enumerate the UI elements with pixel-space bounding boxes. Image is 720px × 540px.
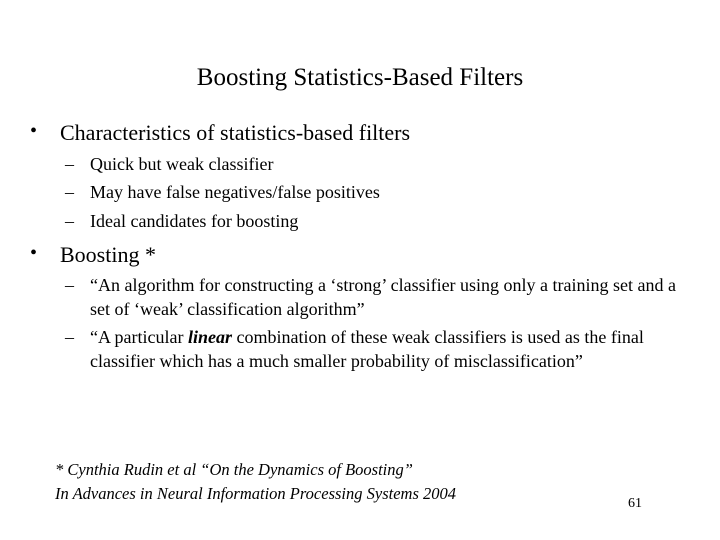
sub-bullet: May have false negatives/false positives bbox=[90, 182, 380, 202]
sub-bullet bbox=[90, 325, 690, 373]
sub-bullet: Ideal candidates for boosting bbox=[90, 211, 299, 231]
slide-title: Boosting Statistics-Based Filters bbox=[196, 64, 524, 91]
dash-marker: – bbox=[65, 327, 74, 347]
bullet-boosting: Boosting * bbox=[60, 242, 156, 267]
footnote-line-1: * Cynthia Rudin et al “On the Dynamics of Boosting” bbox=[55, 460, 413, 479]
dash-marker: – bbox=[65, 275, 74, 295]
text: combination of these weak classifiers is used as the final classifier which has a much smaller probability of misclassification” bbox=[90, 327, 644, 371]
bullet-marker: • bbox=[30, 242, 38, 264]
sub-bullet: Quick but weak classifier bbox=[90, 154, 274, 174]
sub-bullet: “An algorithm for constructing a ‘strong’ classifier using only a training set and a set of ‘weak’ classification algorithm” bbox=[90, 275, 677, 319]
emphasis-linear: linear bbox=[187, 327, 232, 347]
text: “A particular bbox=[90, 327, 188, 347]
dash-marker: – bbox=[65, 154, 74, 174]
dash-marker: – bbox=[65, 211, 74, 231]
bullet-marker: • bbox=[30, 120, 38, 142]
bullet-characteristics: Characteristics of statistics-based filters bbox=[60, 120, 411, 145]
footnote-line-2: In Advances in Neural Information Processing Systems 2004 bbox=[55, 484, 456, 503]
dash-marker: – bbox=[65, 182, 74, 202]
page-number: 61 bbox=[628, 496, 642, 511]
